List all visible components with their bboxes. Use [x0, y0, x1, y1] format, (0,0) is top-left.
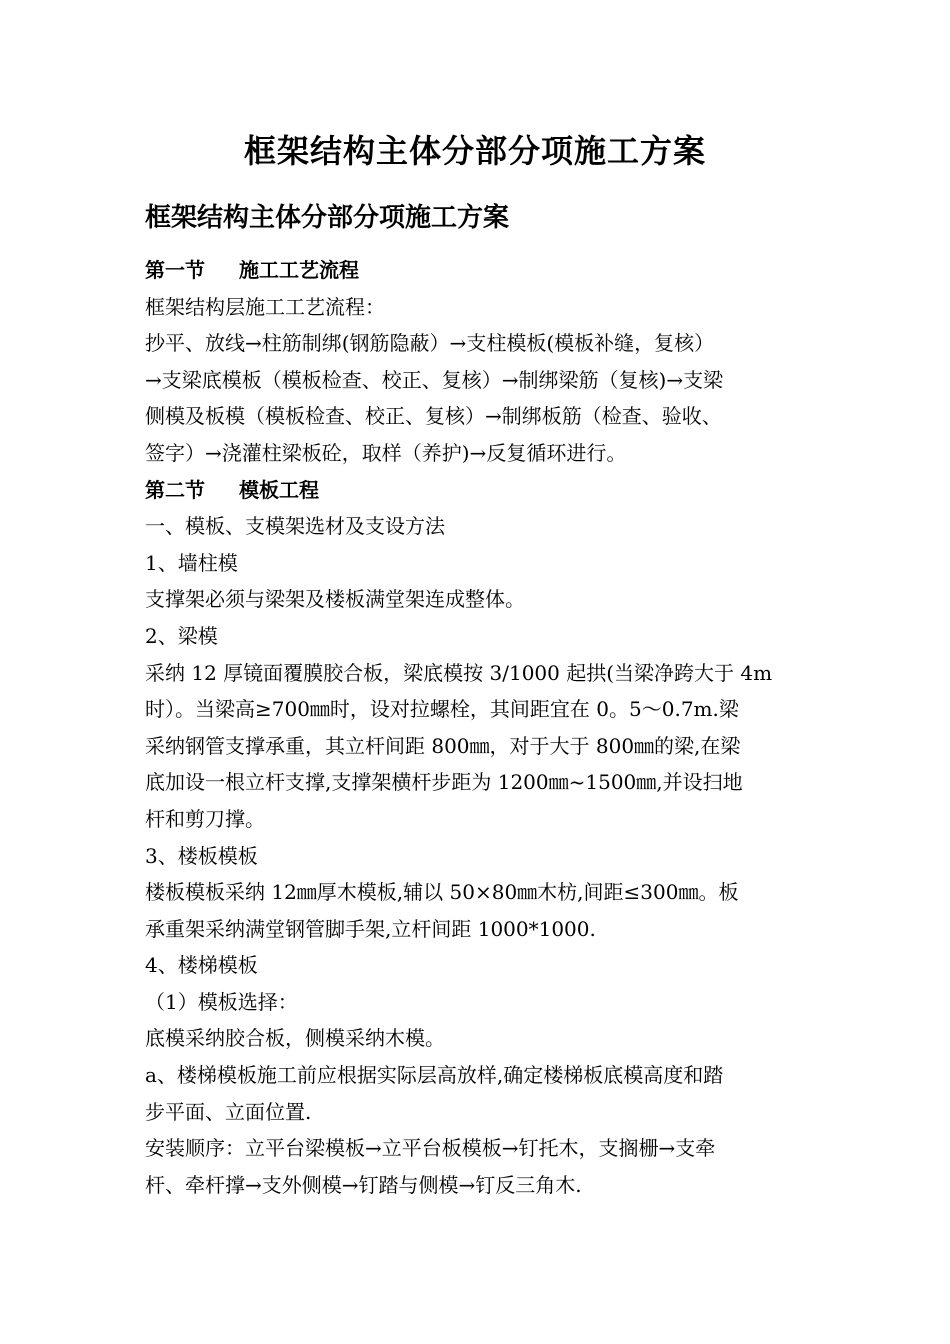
- document-subtitle: 框架结构主体分部分项施工方案: [145, 203, 510, 233]
- section-name: 施工工艺流程: [239, 258, 359, 282]
- section-number: 第二节: [145, 477, 205, 502]
- paragraph-line: 杆、牵杆撑→支外侧模→钉踏与侧模→钉反三角木.: [145, 1172, 582, 1197]
- paragraph-line: 采纳钢管支撑承重，其立杆间距 800㎜，对于大于 800㎜的梁,在梁: [145, 733, 741, 758]
- paragraph-line: 楼板模板采纳 12㎜厚木模板,辅以 50×80㎜木枋,间距≤300㎜。板: [145, 880, 739, 905]
- paragraph-line: 杆和剪刀撑。: [145, 806, 265, 831]
- paragraph-line: （1）模板选择：: [145, 989, 298, 1014]
- section-heading-1: [145, 252, 810, 289]
- paragraph-line: 步平面、立面位置.: [145, 1099, 312, 1124]
- paragraph-line: 框架结构层施工工艺流程：: [145, 294, 385, 319]
- paragraph-line: 安装顺序：立平台梁模板→立平台板模板→钉托木，支搁栅→支牵: [145, 1136, 716, 1161]
- paragraph-line: 底模采纳胶合板，侧模采纳木模。: [145, 1026, 445, 1051]
- paragraph-line: →支梁底模板（模板检查、校正、复核）→制绑梁筋（复核)→支梁: [145, 367, 724, 392]
- paragraph-line: 支撑架必须与梁架及楼板满堂架连成整体。: [145, 587, 525, 612]
- paragraph-line: 承重架采纳满堂钢管脚手架,立杆间距 1000*1000.: [145, 916, 596, 941]
- paragraph-line: 采纳 12 厚镜面覆膜胶合板，梁底模按 3/1000 起拱(当梁净跨大于 4m: [145, 660, 773, 685]
- paragraph-line: 2、梁模: [145, 623, 218, 648]
- paragraph-line: 签字）→浇灌柱梁板砼，取样（养护)→反复循环进行。: [145, 440, 627, 465]
- paragraph-line: 3、楼板模板: [145, 843, 258, 868]
- paragraph-line: 1、墙柱模: [145, 550, 238, 575]
- paragraph-line: 抄平、放线→柱筋制绑(钢筋隐蔽）→支柱模板(模板补缝，复核）: [145, 331, 715, 356]
- section-number: 第一节: [145, 258, 205, 282]
- paragraph-line: 底加设一根立杆支撑,支撑架横杆步距为 1200㎜~1500㎜,并设扫地: [145, 770, 743, 795]
- section-heading-2: [145, 472, 810, 509]
- document-title: 框架结构主体分部分项施工方案: [243, 132, 706, 170]
- paragraph-line: 时）。当梁高≥700㎜时，设对拉螺栓，其间距宜在 0。5～0.7m.梁: [145, 697, 739, 722]
- paragraph-line: 一、模板、支模架选材及支设方法: [145, 514, 445, 539]
- paragraph-line: 4、楼梯模板: [145, 953, 258, 978]
- paragraph-line: a、楼梯模板施工前应根据实际层高放样,确定楼梯板底模高度和踏: [145, 1063, 724, 1088]
- paragraph-line: 侧模及板模（模板检查、校正、复核）→制绑板筋（检查、验收、: [145, 404, 722, 429]
- section-name: 模板工程: [239, 477, 319, 502]
- document-body: [145, 252, 810, 1203]
